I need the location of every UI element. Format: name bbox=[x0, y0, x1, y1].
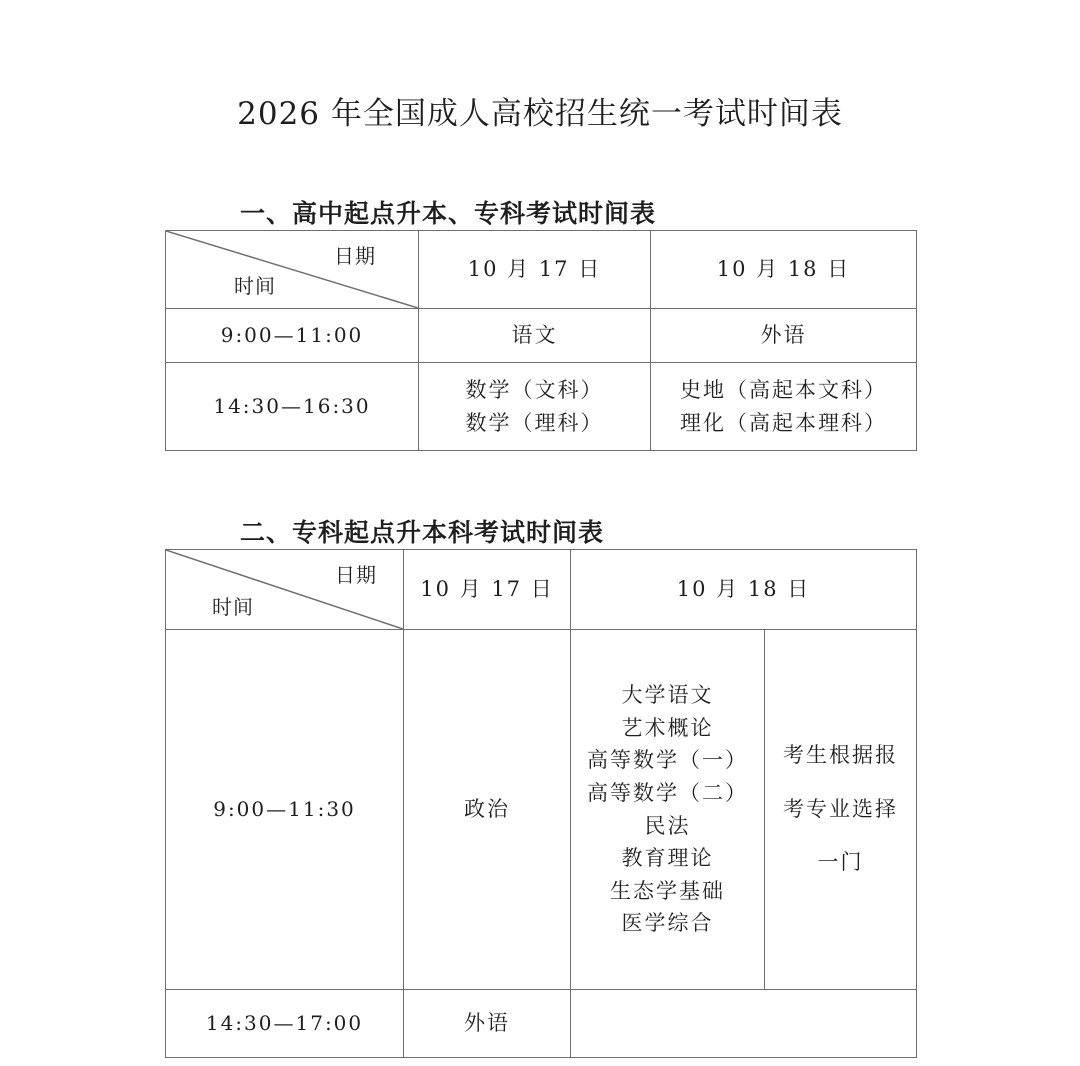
time-slot-morning: 9:00—11:30 bbox=[166, 630, 404, 990]
corner-date-label: 日期 bbox=[335, 563, 377, 587]
document-title: 2026 年全国成人高校招生统一考试时间表 bbox=[237, 96, 843, 132]
selection-note-cell bbox=[765, 630, 917, 990]
subject-name: 数学（理科） bbox=[465, 410, 604, 435]
subject-name: 大学语文 bbox=[621, 683, 714, 708]
time-slot-afternoon: 14:30—16:30 bbox=[166, 363, 419, 451]
subject-cell bbox=[419, 363, 651, 451]
subject-name: 民法 bbox=[644, 813, 691, 838]
date-header-2: 10 月 18 日 bbox=[651, 231, 917, 309]
section-2-heading: 二、专科起点升本科考试时间表 bbox=[240, 518, 605, 547]
corner-date-label: 日期 bbox=[334, 244, 376, 268]
subject-cell: 政治 bbox=[404, 630, 571, 990]
subject-name: 生态学基础 bbox=[610, 878, 725, 903]
subject-name: 高等数学（二） bbox=[587, 780, 748, 805]
time-slot-morning: 9:00—11:00 bbox=[166, 309, 419, 363]
subject-name: 理化（高起本理科） bbox=[680, 410, 887, 435]
selection-note-line: 一门 bbox=[817, 850, 864, 875]
selection-note-line: 考生根据报 bbox=[783, 743, 898, 768]
subject-name: 史地（高起本文科） bbox=[680, 377, 887, 402]
subject-cell bbox=[651, 309, 917, 363]
date-header-2: 10 月 18 日 bbox=[571, 550, 917, 630]
subject-cell bbox=[419, 309, 651, 363]
subject-name: 教育理论 bbox=[621, 846, 714, 871]
empty-cell bbox=[571, 990, 917, 1058]
subject-name: 数学（文科） bbox=[465, 377, 604, 402]
subject-name: 外语 bbox=[760, 323, 807, 348]
schedule-table-2 bbox=[165, 549, 917, 1058]
subject-name: 医学综合 bbox=[621, 911, 714, 936]
subject-cell bbox=[651, 363, 917, 451]
time-slot-afternoon: 14:30—17:00 bbox=[166, 990, 404, 1058]
schedule-table-1 bbox=[165, 230, 917, 451]
subject-name: 语文 bbox=[511, 323, 558, 348]
diagonal-divider bbox=[166, 231, 418, 308]
selection-note-line: 考专业选择 bbox=[783, 796, 898, 821]
corner-header-cell bbox=[166, 550, 404, 630]
date-header-1: 10 月 17 日 bbox=[404, 550, 571, 630]
corner-time-label: 时间 bbox=[212, 595, 254, 619]
corner-header-cell bbox=[166, 231, 419, 309]
subject-name: 艺术概论 bbox=[621, 715, 714, 740]
section-1-heading: 一、高中起点升本、专科考试时间表 bbox=[240, 199, 657, 228]
subject-list-cell bbox=[571, 630, 765, 990]
corner-time-label: 时间 bbox=[234, 274, 276, 298]
subject-cell: 外语 bbox=[404, 990, 571, 1058]
date-header-1: 10 月 17 日 bbox=[419, 231, 651, 309]
subject-name: 高等数学（一） bbox=[587, 748, 748, 773]
